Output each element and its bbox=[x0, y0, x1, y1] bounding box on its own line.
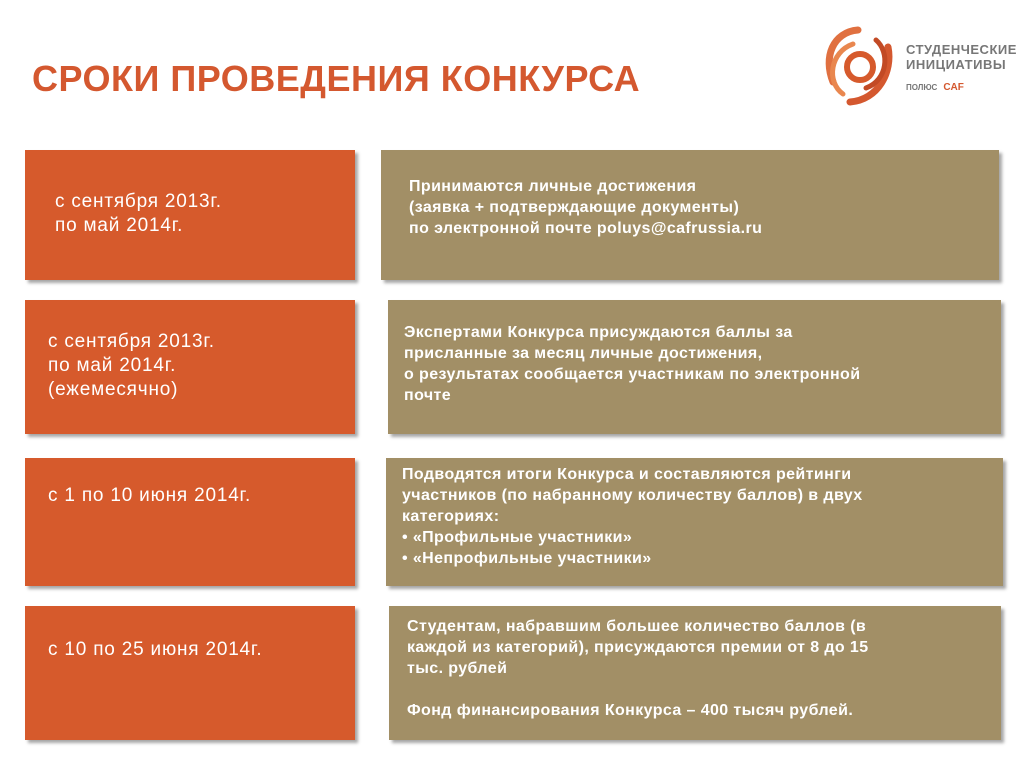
description-box-1: Принимаются личные достижения (заявка + подтверждающие документы) по электронной почте poluys@cafrussia.ru bbox=[381, 150, 999, 280]
fund-note: Фонд финансирования Конкурса – 400 тысяч рублей. bbox=[407, 702, 854, 719]
category-list bbox=[402, 527, 1003, 569]
list-item: • «Профильные участники» bbox=[402, 527, 1003, 548]
description-box-4: Студентам, набравшим большее количество баллов (в каждой из категорий), присуждаются премии от 8 до 15 тыс. рублей Фонд финансирования Конкурса – 400 тысяч рублей. bbox=[389, 606, 1001, 740]
page-title: СРОКИ ПРОВЕДЕНИЯ КОНКУРСА bbox=[32, 58, 641, 99]
logo-sponsors bbox=[906, 82, 964, 93]
logo-text: СТУДЕНЧЕСКИЕ ИНИЦИАТИВЫ bbox=[906, 42, 1017, 72]
polyus-label: ПОЛЮС bbox=[906, 83, 938, 92]
date-box-4: с 10 по 25 июня 2014г. bbox=[25, 606, 355, 740]
date-box-2: с сентября 2013г. по май 2014г. (ежемесячно) bbox=[25, 300, 355, 434]
date-box-3: с 1 по 10 июня 2014г. bbox=[25, 458, 355, 586]
description-box-3: Подводятся итоги Конкурса и составляются рейтинги участников (по набранному количеству баллов) в двух категориях: • «Профильные участники» • «Непрофильные участники» bbox=[386, 458, 1003, 586]
date-box-1: с сентября 2013г. по май 2014г. bbox=[25, 150, 355, 280]
logo bbox=[818, 22, 1018, 122]
list-item: • «Непрофильные участники» bbox=[402, 548, 1003, 569]
caf-label: CAF bbox=[943, 82, 964, 93]
description-box-2: Экспертами Конкурса присуждаются баллы за присланные за месяц личные достижения, о результатах сообщается участникам по электронной почте bbox=[388, 300, 1001, 434]
swirl-logo-icon bbox=[818, 22, 898, 112]
